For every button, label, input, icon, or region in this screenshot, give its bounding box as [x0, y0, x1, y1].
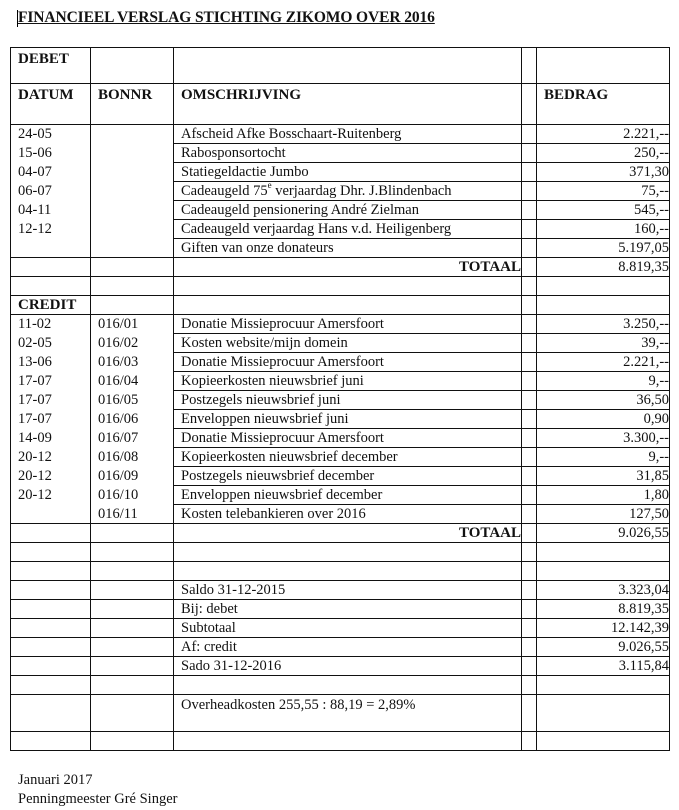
saldo-amount: 3.323,04: [537, 581, 670, 600]
debet-total-amount: 8.819,35: [537, 258, 670, 277]
datum-cell: 20-12: [11, 467, 91, 486]
blank-row: [11, 277, 670, 296]
omschrijving-cell: Cadeaugeld 75e verjaardag Dhr. J.Blindenbach: [174, 182, 522, 201]
debet-section-row: [11, 48, 670, 84]
bedrag-cell: 9,--: [537, 448, 670, 467]
blank-row: [11, 543, 670, 562]
gap-cell: [522, 182, 537, 201]
debet-total-row: [11, 258, 670, 277]
bonnr-cell: 016/10: [91, 486, 174, 505]
gap-cell: [522, 239, 537, 258]
omschrijving-cell: Postzegels nieuwsbrief juni: [174, 391, 522, 410]
gap-cell: [522, 429, 537, 448]
gap-cell: [522, 334, 537, 353]
bonnr-cell: [91, 239, 174, 258]
footer: [18, 771, 177, 809]
bonnr-cell: 016/07: [91, 429, 174, 448]
header-bonnr: BONNR: [91, 84, 174, 125]
gap-cell: [522, 448, 537, 467]
blank-row: [11, 562, 670, 581]
datum-cell: 17-07: [11, 410, 91, 429]
datum-cell: 20-12: [11, 448, 91, 467]
saldo-row: [11, 600, 670, 619]
saldo-row: [11, 619, 670, 638]
bonnr-cell: 016/08: [91, 448, 174, 467]
credit-total-row: [11, 524, 670, 543]
credit-row: [11, 334, 670, 353]
bonnr-cell: [91, 220, 174, 239]
debet-row: [11, 182, 670, 201]
credit-row: [11, 467, 670, 486]
datum-cell: 06-07: [11, 182, 91, 201]
bedrag-cell: 250,--: [537, 144, 670, 163]
bonnr-cell: 016/03: [91, 353, 174, 372]
datum-cell: 17-07: [11, 372, 91, 391]
bonnr-cell: 016/09: [91, 467, 174, 486]
bedrag-cell: 2.221,--: [537, 125, 670, 144]
bonnr-cell: [91, 125, 174, 144]
debet-row: [11, 125, 670, 144]
saldo-row: [11, 638, 670, 657]
omschrijving-cell: Donatie Missieprocuur Amersfoort: [174, 353, 522, 372]
omschrijving-cell: Giften van onze donateurs: [174, 239, 522, 258]
gap-cell: [522, 125, 537, 144]
datum-cell: 13-06: [11, 353, 91, 372]
omschrijving-cell: Postzegels nieuwsbrief december: [174, 467, 522, 486]
omschrijving-cell: Kopieerkosten nieuwsbrief juni: [174, 372, 522, 391]
document-title: FINANCIEEL VERSLAG STICHTING ZIKOMO OVER 2016: [18, 9, 435, 26]
datum-cell: 14-09: [11, 429, 91, 448]
saldo-label: Saldo 31-12-2015: [174, 581, 522, 600]
header-bedrag: BEDRAG: [537, 84, 670, 125]
saldo-amount: 3.115,84: [537, 657, 670, 676]
gap-cell: [522, 372, 537, 391]
omschrijving-cell: Kopieerkosten nieuwsbrief december: [174, 448, 522, 467]
credit-total-label: TOTAAL: [174, 524, 522, 543]
blank-row: [11, 732, 670, 751]
bedrag-cell: 371,30: [537, 163, 670, 182]
credit-total-amount: 9.026,55: [537, 524, 670, 543]
gap-cell: [522, 144, 537, 163]
omschrijving-cell: Donatie Missieprocuur Amersfoort: [174, 429, 522, 448]
bonnr-cell: [91, 201, 174, 220]
debet-row: [11, 201, 670, 220]
bedrag-cell: 36,50: [537, 391, 670, 410]
bedrag-cell: 3.300,--: [537, 429, 670, 448]
datum-cell: 12-12: [11, 220, 91, 239]
saldo-amount: 8.819,35: [537, 600, 670, 619]
omschrijving-cell: Statiegeldactie Jumbo: [174, 163, 522, 182]
saldo-amount: 12.142,39: [537, 619, 670, 638]
credit-section-row: [11, 296, 670, 315]
datum-cell: [11, 505, 91, 524]
credit-label: CREDIT: [11, 296, 91, 315]
credit-row: [11, 486, 670, 505]
bedrag-cell: 3.250,--: [537, 315, 670, 334]
bedrag-cell: 75,--: [537, 182, 670, 201]
debet-label: DEBET: [11, 48, 91, 84]
gap-cell: [522, 220, 537, 239]
datum-cell: 20-12: [11, 486, 91, 505]
bedrag-cell: 9,--: [537, 372, 670, 391]
debet-row: [11, 144, 670, 163]
debet-total-label: TOTAAL: [174, 258, 522, 277]
gap-cell: [522, 391, 537, 410]
bedrag-cell: 5.197,05: [537, 239, 670, 258]
datum-cell: 24-05: [11, 125, 91, 144]
footer-signature: Penningmeester Gré Singer: [18, 791, 178, 807]
bedrag-cell: 160,--: [537, 220, 670, 239]
bonnr-cell: 016/02: [91, 334, 174, 353]
saldo-label: Af: credit: [174, 638, 522, 657]
credit-row: [11, 429, 670, 448]
gap-cell: [522, 486, 537, 505]
omschrijving-cell: Donatie Missieprocuur Amersfoort: [174, 315, 522, 334]
omschrijving-cell: Cadeaugeld verjaardag Hans v.d. Heiligenberg: [174, 220, 522, 239]
omschrijving-cell: Kosten website/mijn domein: [174, 334, 522, 353]
credit-row: [11, 372, 670, 391]
financial-report-table: [10, 47, 670, 751]
saldo-label: Sado 31-12-2016: [174, 657, 522, 676]
overhead-text: Overheadkosten 255,55 : 88,19 = 2,89%: [174, 695, 522, 732]
header-datum: DATUM: [11, 84, 91, 125]
datum-cell: 17-07: [11, 391, 91, 410]
omschrijving-cell: Cadeaugeld pensionering André Zielman: [174, 201, 522, 220]
datum-cell: 04-11: [11, 201, 91, 220]
datum-cell: 04-07: [11, 163, 91, 182]
gap-cell: [522, 353, 537, 372]
credit-row: [11, 315, 670, 334]
credit-row: [11, 353, 670, 372]
debet-row: [11, 220, 670, 239]
column-header-row: [11, 84, 670, 125]
bedrag-cell: 127,50: [537, 505, 670, 524]
bedrag-cell: 2.221,--: [537, 353, 670, 372]
saldo-row: [11, 657, 670, 676]
credit-row: [11, 391, 670, 410]
header-omschrijving: OMSCHRIJVING: [174, 84, 522, 125]
datum-cell: [11, 239, 91, 258]
bonnr-cell: [91, 163, 174, 182]
credit-row: [11, 410, 670, 429]
datum-cell: 11-02: [11, 315, 91, 334]
bedrag-cell: 31,85: [537, 467, 670, 486]
debet-row: [11, 163, 670, 182]
datum-cell: 15-06: [11, 144, 91, 163]
omschrijving-cell: Kosten telebankieren over 2016: [174, 505, 522, 524]
omschrijving-cell: Enveloppen nieuwsbrief december: [174, 486, 522, 505]
saldo-row: [11, 581, 670, 600]
gap-cell: [522, 201, 537, 220]
footer-date: Januari 2017: [18, 772, 93, 788]
overhead-row: [11, 695, 670, 732]
credit-row: [11, 505, 670, 524]
gap-cell: [522, 315, 537, 334]
bonnr-cell: 016/06: [91, 410, 174, 429]
bonnr-cell: 016/01: [91, 315, 174, 334]
saldo-amount: 9.026,55: [537, 638, 670, 657]
bonnr-cell: 016/05: [91, 391, 174, 410]
blank-row: [11, 676, 670, 695]
debet-row: [11, 239, 670, 258]
bonnr-cell: [91, 144, 174, 163]
bonnr-cell: 016/11: [91, 505, 174, 524]
bonnr-cell: [91, 182, 174, 201]
bedrag-cell: 0,90: [537, 410, 670, 429]
bedrag-cell: 1,80: [537, 486, 670, 505]
credit-row: [11, 448, 670, 467]
gap-cell: [522, 467, 537, 486]
omschrijving-cell: Rabosponsortocht: [174, 144, 522, 163]
omschrijving-cell: Afscheid Afke Bosschaart-Ruitenberg: [174, 125, 522, 144]
gap-cell: [522, 505, 537, 524]
saldo-label: Bij: debet: [174, 600, 522, 619]
gap-cell: [522, 410, 537, 429]
datum-cell: 02-05: [11, 334, 91, 353]
omschrijving-cell: Enveloppen nieuwsbrief juni: [174, 410, 522, 429]
bonnr-cell: 016/04: [91, 372, 174, 391]
gap-cell: [522, 163, 537, 182]
bedrag-cell: 39,--: [537, 334, 670, 353]
bedrag-cell: 545,--: [537, 201, 670, 220]
saldo-label: Subtotaal: [174, 619, 522, 638]
